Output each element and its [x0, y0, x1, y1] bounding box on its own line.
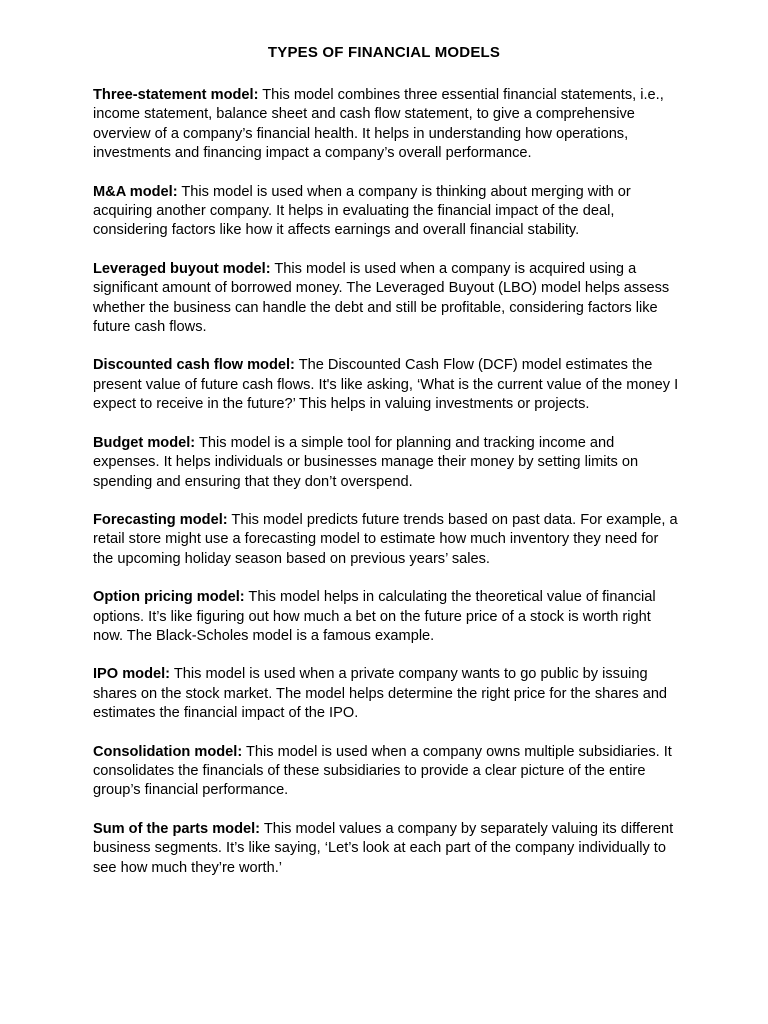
entry-description: This model predicts future trends based on past data. For example, a retail store might use a forecasting model to estimate how much inventory they need for the upcoming holiday season based on previous years’ sales.	[93, 511, 678, 567]
entry-ma-model	[93, 183, 679, 241]
entry-option-pricing-model	[93, 588, 679, 646]
entry-description: This model is used when a private company wants to go public by issuing shares on the stock market. The model helps determine the right price for the shares and estimates the financial impact of the IPO.	[93, 666, 668, 722]
entry-term: M&A model:	[93, 183, 178, 200]
entry-term: Three-statement model:	[93, 87, 259, 103]
entry-description: This model combines three essential financial statements, i.e., income statement, balance sheet and cash flow statement, to give a comprehensive overview of a company’s financial health. It helps in understanding how operations, investments and financing impact a company’s overall performance.	[93, 87, 664, 162]
entry-term: IPO model:	[93, 666, 171, 683]
entry-term: Budget model:	[93, 434, 196, 451]
entry-description: The Discounted Cash Flow (DCF) model estimates the present value of future cash flows. It's like asking, ‘What is the current value of the money I expect to receive in the future?’ This helps in valuing investments or projects.	[93, 357, 679, 413]
entry-leveraged-buyout-model	[93, 260, 679, 338]
entry-description: This model is used when a company owns multiple subsidiaries. It consolidates the financials of these subsidiaries to provide a clear picture of the entire group’s financial performance.	[93, 743, 672, 799]
entry-description: This model values a company by separately valuing its different business segments. It’s like saying, ‘Let’s look at each part of the company individually to see how much they’re worth.’	[93, 820, 674, 876]
entry-forecasting-model	[93, 511, 679, 569]
entry-term: Option pricing model:	[93, 589, 245, 606]
document-body	[93, 86, 679, 897]
entry-term: Leveraged buyout model:	[93, 260, 271, 277]
document-title: TYPES OF FINANCIAL MODELS	[267, 44, 501, 61]
entry-description: This model is used when a company is acquired using a significant amount of borrowed money. The Leveraged Buyout (LBO) model helps assess whether the business can handle the debt and still be profitable, considering factors like future cash flows.	[93, 260, 670, 336]
entry-three-statement-model	[93, 86, 679, 164]
entry-budget-model	[93, 434, 679, 492]
entry-description: This model helps in calculating the theoretical value of financial options. It’s like figuring out how much a bet on the future price of a stock is worth right now. The Black-Scholes model is a famous example.	[93, 589, 656, 644]
entry-ipo-model	[93, 665, 679, 723]
entry-term: Forecasting model:	[93, 511, 228, 528]
entry-term: Sum of the parts model:	[93, 820, 261, 837]
entry-description: This model is a simple tool for planning and tracking income and expenses. It helps individuals or businesses manage their money by setting limits on spending and ensuring that they don’t overspend.	[93, 434, 639, 490]
entry-consolidation-model	[93, 743, 679, 801]
entry-description: This model is used when a company is thinking about merging with or acquiring another company. It helps in evaluating the financial impact of the deal, considering factors like how it affects earnings and overall financial stability.	[93, 183, 631, 239]
entry-term: Consolidation model:	[93, 743, 243, 760]
entry-discounted-cash-flow-model	[93, 356, 679, 414]
entry-term: Discounted cash flow model:	[93, 357, 295, 374]
entry-sum-of-the-parts-model	[93, 820, 679, 878]
